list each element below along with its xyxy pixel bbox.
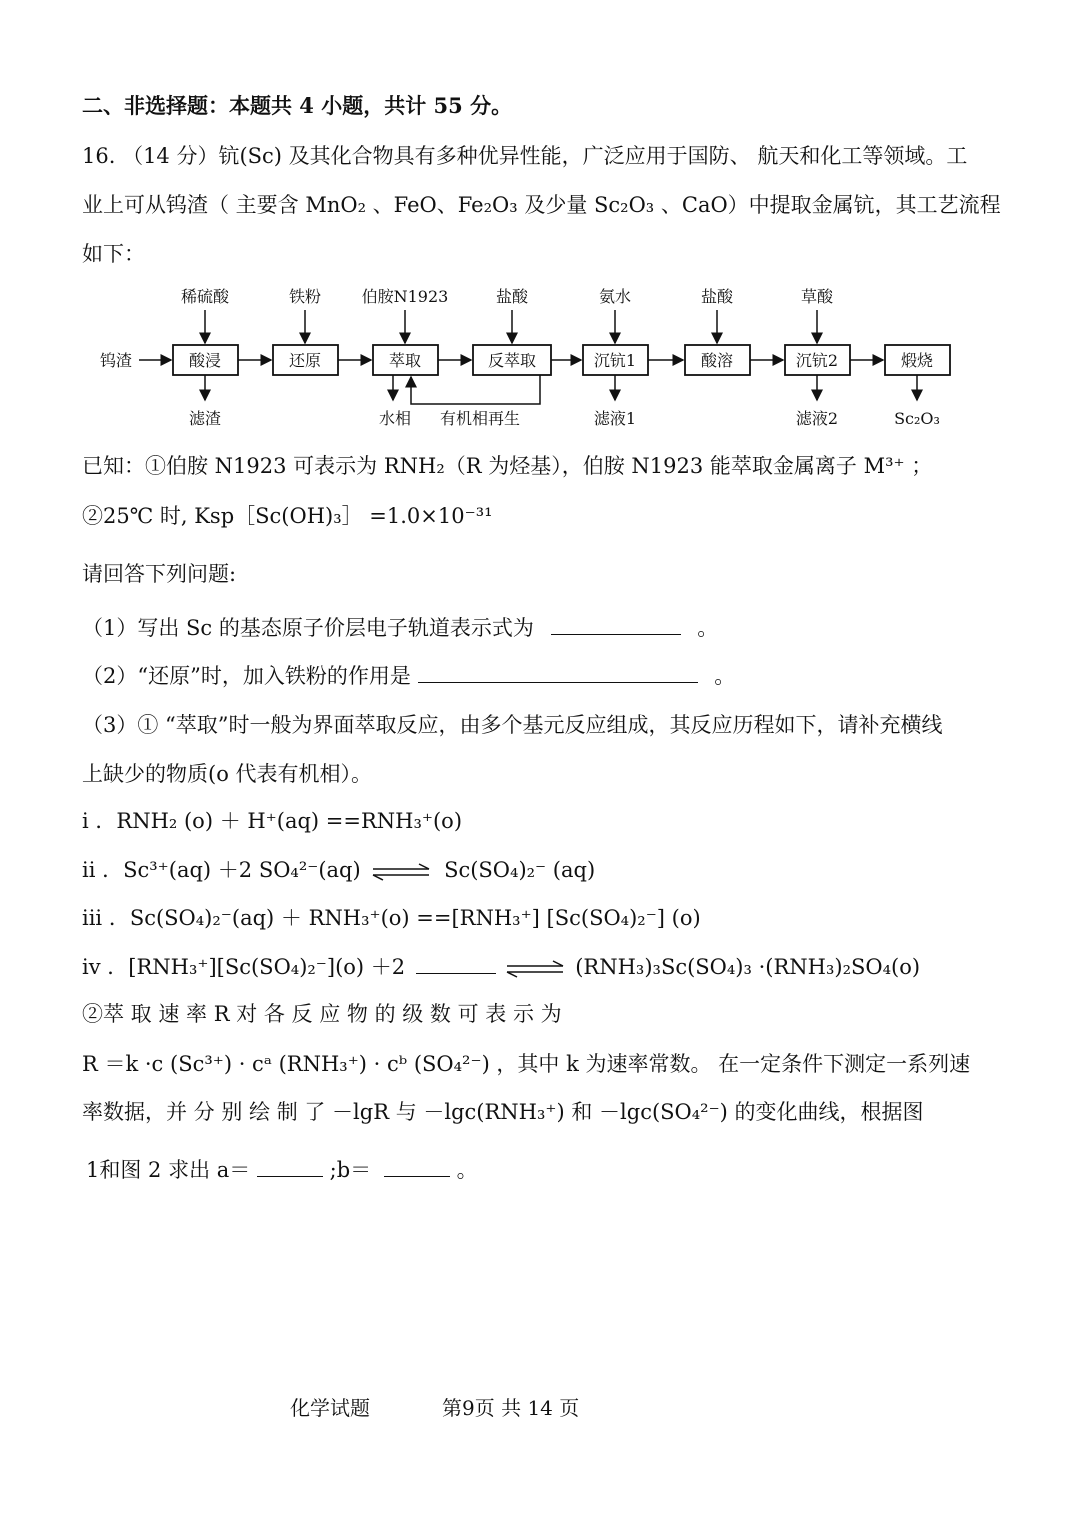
section-heading: 二、非选择题：本题共 4 小题，共计 55 分。	[82, 93, 513, 118]
question-text: 1和图 2 求出 a＝	[86, 1158, 251, 1182]
process-flow-diagram	[95, 282, 975, 432]
flow-output-label: Sc₂O₃	[894, 409, 940, 428]
reaction-step-ii	[82, 856, 595, 884]
answer-blank-a[interactable]	[257, 1156, 323, 1177]
question-end: 。	[714, 664, 736, 688]
flow-reagent-label: 铁粉	[288, 287, 322, 306]
answer-blank[interactable]	[416, 953, 496, 974]
question-part-3-line2: 上缺少的物质(o 代表有机相）。	[82, 762, 373, 786]
equilibrium-arrow-icon	[371, 862, 433, 882]
flow-step-precipitate-sc2	[785, 345, 850, 375]
question-part-2	[82, 662, 735, 690]
known-condition-1: 已知：①伯胺 N1923 可表示为 RNH₂（R 为烃基），伯胺 N1923 能萃取金属离子 M³⁺ ；	[82, 454, 933, 478]
flow-reagent-label: 伯胺N1923	[361, 287, 449, 306]
rate-answer-line	[86, 1156, 478, 1184]
question-part-1	[82, 614, 718, 642]
footer-page-number: 第9页 共 14 页	[442, 1396, 580, 1420]
flow-step-label: 还原	[288, 351, 322, 370]
flow-step-calcination	[885, 345, 950, 375]
question-text: （1）写出 Sc 的基态原子价层电子轨道表示式为	[82, 616, 534, 640]
flow-step-acid-leach	[173, 345, 238, 375]
reaction-right: (RNH₃)₃Sc(SO₄)₃ ·(RNH₃)₂SO₄(o)	[575, 955, 921, 979]
flow-output-label: 有机相再生	[439, 409, 521, 428]
flow-step-precipitate-sc1	[583, 345, 648, 375]
answer-blank[interactable]	[551, 614, 681, 635]
question-part-3-line1: （3）① “萃取”时一般为界面萃取反应，由多个基元反应组成，其反应历程如下，请补充横线	[82, 713, 943, 737]
flow-step-back-extraction	[473, 345, 551, 375]
flow-step-label: 酸溶	[700, 351, 734, 370]
flow-reagent-label: 盐酸	[700, 287, 734, 306]
flow-reagent-label: 草酸	[800, 287, 834, 306]
equilibrium-arrow-icon	[505, 959, 567, 979]
flow-output-label: 水相	[378, 409, 412, 428]
flow-reagent-label: 盐酸	[495, 287, 529, 306]
reaction-left: ii ．Sc³⁺(aq) ＋2 SO₄²⁻(aq)	[82, 858, 361, 882]
reaction-left: iv ．[RNH₃⁺][Sc(SO₄)₂⁻](o) ＋2	[82, 955, 406, 979]
reaction-step-i: i ．RNH₂ (o) ＋ H⁺(aq) ==RNH₃⁺(o)	[82, 809, 463, 833]
flow-reagent-label: 稀硫酸	[180, 287, 230, 306]
flow-step-label: 沉钪2	[795, 351, 839, 370]
flow-start-label: 钨渣	[100, 351, 133, 370]
reaction-step-iii: iii ．Sc(SO₄)₂⁻(aq) ＋ RNH₃⁺(o) ==[RNH₃⁺] [Sc(SO₄)₂⁻] (o)	[82, 906, 701, 930]
question-end: 。	[697, 616, 719, 640]
reaction-step-iv	[82, 953, 920, 981]
flow-step-label: 反萃取	[487, 351, 537, 370]
rate-expression-line1: ②萃 取 速 率 R 对 各 反 应 物 的 级 数 可 表 示 为	[82, 1002, 562, 1026]
flow-step-label: 煅烧	[900, 351, 934, 370]
question-end: 。	[456, 1158, 478, 1182]
flow-step-label: 萃取	[388, 351, 422, 370]
answer-blank-b[interactable]	[384, 1156, 450, 1177]
q16-intro-line2: 业上可从钨渣（ 主要含 MnO₂ 、FeO、Fe₂O₃ 及少量 Sc₂O₃ 、CaO）中提取金属钪，其工艺流程	[82, 193, 1001, 217]
flow-step-label: 沉钪1	[593, 351, 637, 370]
question-text: （2）“还原”时，加入铁粉的作用是	[82, 664, 411, 688]
flow-output-label: 滤渣	[188, 409, 222, 428]
flow-step-acid-dissolve	[685, 345, 750, 375]
rate-expression-line3: 率数据，并 分 别 绘 制 了 －lgR 与 －lgc(RNH₃⁺) 和 －lgc(SO₄²⁻) 的变化曲线，根据图	[82, 1100, 924, 1124]
flow-step-reduction	[273, 345, 338, 375]
rate-expression-line2: R ＝k ·c (Sc³⁺) · cᵃ (RNH₃⁺) · cᵇ (SO₄²⁻) ，其中 k 为速率常数。 在一定条件下测定一系列速	[82, 1052, 971, 1076]
reaction-right: Sc(SO₄)₂⁻ (aq)	[444, 858, 596, 882]
question-text: ;b＝	[329, 1158, 372, 1182]
flow-step-label: 酸浸	[188, 351, 222, 370]
flow-output-label: 滤液2	[795, 409, 839, 428]
answer-blank[interactable]	[418, 662, 698, 683]
known-condition-2: ②25℃ 时, Ksp［Sc(OH)₃］ =1.0×10⁻³¹	[82, 504, 493, 528]
flow-step-extraction	[373, 345, 438, 375]
footer-subject: 化学试题	[290, 1396, 370, 1420]
flow-reagent-label: 氨水	[598, 287, 632, 306]
flow-output-label: 滤液1	[593, 409, 637, 428]
answer-prompt: 请回答下列问题:	[82, 562, 237, 586]
q16-intro-line3: 如下：	[82, 242, 145, 266]
q16-intro-line1: 16. （14 分）钪(Sc) 及其化合物具有多种优异性能，广泛应用于国防、 航天和化工等领域。工	[82, 144, 968, 168]
